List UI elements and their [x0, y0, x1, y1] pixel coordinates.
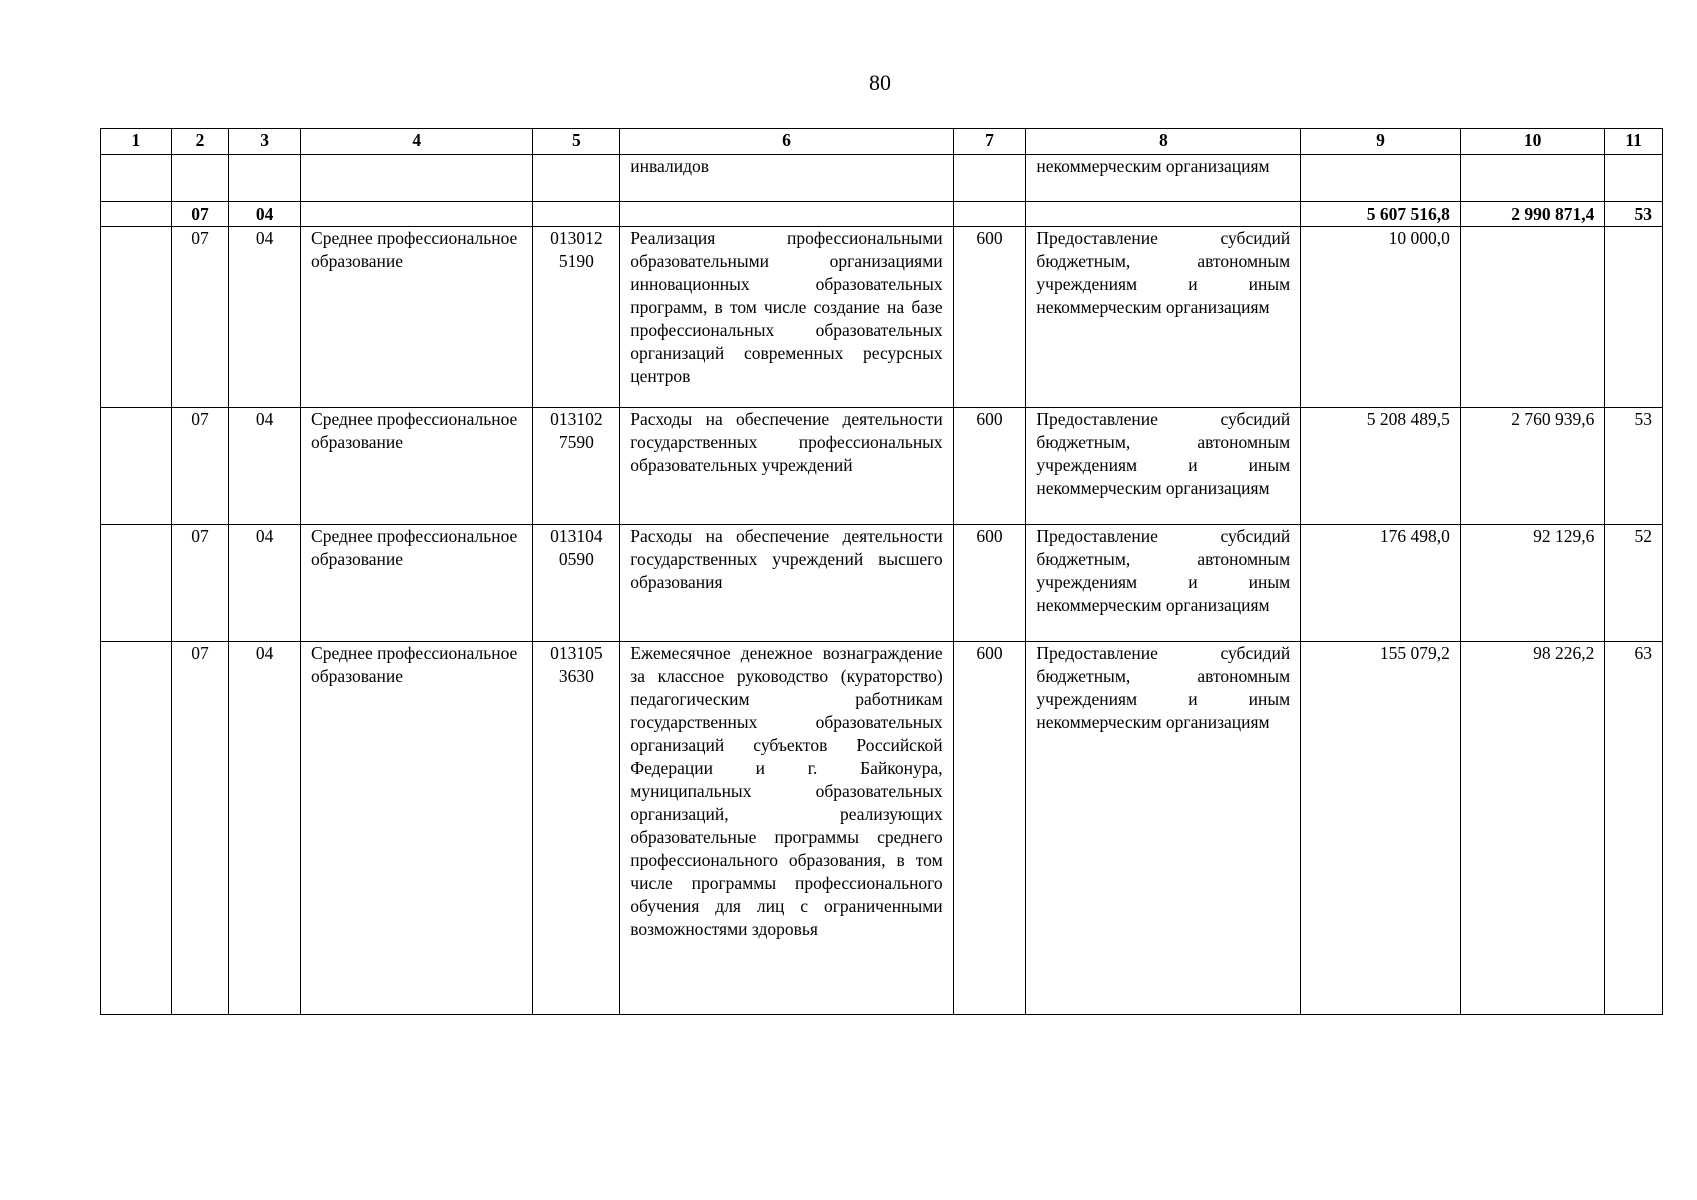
cell-description: Расходы на обеспечение деятельности государственных учреждений высшего образования [620, 525, 953, 642]
cell-amount-9: 176 498,0 [1301, 525, 1461, 642]
header-cell: 1 [101, 129, 172, 155]
cell-expense-type [953, 202, 1026, 227]
cell-expense-name: некоммерческим организациям [1026, 155, 1301, 202]
cell-percent: 53 [1605, 408, 1663, 525]
cell-expense-name: Предоставление субсидий бюджетным, автономным учреждениям и иным некоммерческим организациям [1026, 408, 1301, 525]
cell-expense-type: 600 [953, 525, 1026, 642]
cell-section [171, 155, 229, 202]
cell-section: 07 [171, 642, 229, 1015]
cell-amount-9: 5 208 489,5 [1301, 408, 1461, 525]
cell-subsection: 04 [229, 642, 301, 1015]
cell-amount-10 [1460, 155, 1604, 202]
header-cell: 7 [953, 129, 1026, 155]
cell-name: Среднее профессиональное образование [301, 525, 533, 642]
cell-expense-type: 600 [953, 642, 1026, 1015]
cell-amount-10: 2 760 939,6 [1460, 408, 1604, 525]
cell-expense-type: 600 [953, 408, 1026, 525]
cell-amount-9: 10 000,0 [1301, 227, 1461, 408]
header-cell: 10 [1460, 129, 1604, 155]
header-cell: 2 [171, 129, 229, 155]
cell-section: 07 [171, 525, 229, 642]
cell-expense-name: Предоставление субсидий бюджетным, автономным учреждениям и иным некоммерческим организациям [1026, 525, 1301, 642]
header-cell: 9 [1301, 129, 1461, 155]
cell-name: Среднее профессиональное образование [301, 408, 533, 525]
cell-percent: 52 [1605, 525, 1663, 642]
cell-amount-10: 92 129,6 [1460, 525, 1604, 642]
cell-target-code: 013102 7590 [533, 408, 620, 525]
table-row-total [101, 202, 1663, 227]
cell-expense-type: 600 [953, 227, 1026, 408]
cell-amount-10: 98 226,2 [1460, 642, 1604, 1015]
header-cell: 11 [1605, 129, 1663, 155]
cell-c1 [101, 525, 172, 642]
cell-description: Реализация профессиональными образовательными организациями инновационных образовательных программ, в том числе создание на базе профессиональных образовательных организаций современных ресурсных центров [620, 227, 953, 408]
header-row [101, 129, 1663, 155]
cell-target-code: 013105 3630 [533, 642, 620, 1015]
budget-table [100, 128, 1663, 1015]
header-cell: 6 [620, 129, 953, 155]
cell-percent: 63 [1605, 642, 1663, 1015]
cell-subsection: 04 [229, 227, 301, 408]
cell-percent [1605, 155, 1663, 202]
cell-expense-name: Предоставление субсидий бюджетным, автономным учреждениям и иным некоммерческим организациям [1026, 227, 1301, 408]
table-row [101, 642, 1663, 1015]
table-row [101, 408, 1663, 525]
cell-subsection: 04 [229, 202, 301, 227]
header-cell: 3 [229, 129, 301, 155]
cell-target-code: 013012 5190 [533, 227, 620, 408]
cell-amount-9: 5 607 516,8 [1301, 202, 1461, 227]
cell-description: инвалидов [620, 155, 953, 202]
cell-description: Ежемесячное денежное вознаграждение за классное руководство (кураторство) педагогическим работникам государственных образовательных организаций субъектов Российской Федерации и г. Байконура, муниципальных образовательных организаций, реализующих образовательные программы среднего профессионального образования, в том числе программы профессионального обучения для лиц с ограниченными возможностями здоровья [620, 642, 953, 1015]
cell-c1 [101, 642, 172, 1015]
cell-subsection [229, 155, 301, 202]
header-cell: 4 [301, 129, 533, 155]
cell-percent [1605, 227, 1663, 408]
cell-name [301, 155, 533, 202]
cell-section: 07 [171, 227, 229, 408]
cell-target-code [533, 155, 620, 202]
cell-c1 [101, 227, 172, 408]
cell-percent: 53 [1605, 202, 1663, 227]
header-cell: 5 [533, 129, 620, 155]
cell-name: Среднее профессиональное образование [301, 642, 533, 1015]
cell-amount-9: 155 079,2 [1301, 642, 1461, 1015]
cell-amount-9 [1301, 155, 1461, 202]
cell-expense-name: Предоставление субсидий бюджетным, автономным учреждениям и иным некоммерческим организациям [1026, 642, 1301, 1015]
cell-description [620, 202, 953, 227]
cell-expense-name [1026, 202, 1301, 227]
cell-name [301, 202, 533, 227]
cell-amount-10 [1460, 227, 1604, 408]
cell-target-code: 013104 0590 [533, 525, 620, 642]
cell-subsection: 04 [229, 408, 301, 525]
cell-c1 [101, 202, 172, 227]
cell-name: Среднее профессиональное образование [301, 227, 533, 408]
table-row [101, 525, 1663, 642]
cell-subsection: 04 [229, 525, 301, 642]
cell-expense-type [953, 155, 1026, 202]
cell-section: 07 [171, 202, 229, 227]
cell-target-code [533, 202, 620, 227]
cell-section: 07 [171, 408, 229, 525]
cell-c1 [101, 408, 172, 525]
table-row [101, 155, 1663, 202]
cell-description: Расходы на обеспечение деятельности государственных профессиональных образовательных учреждений [620, 408, 953, 525]
cell-c1 [101, 155, 172, 202]
header-cell: 8 [1026, 129, 1301, 155]
cell-amount-10: 2 990 871,4 [1460, 202, 1604, 227]
table-row [101, 227, 1663, 408]
page-number: 80 [869, 70, 891, 95]
